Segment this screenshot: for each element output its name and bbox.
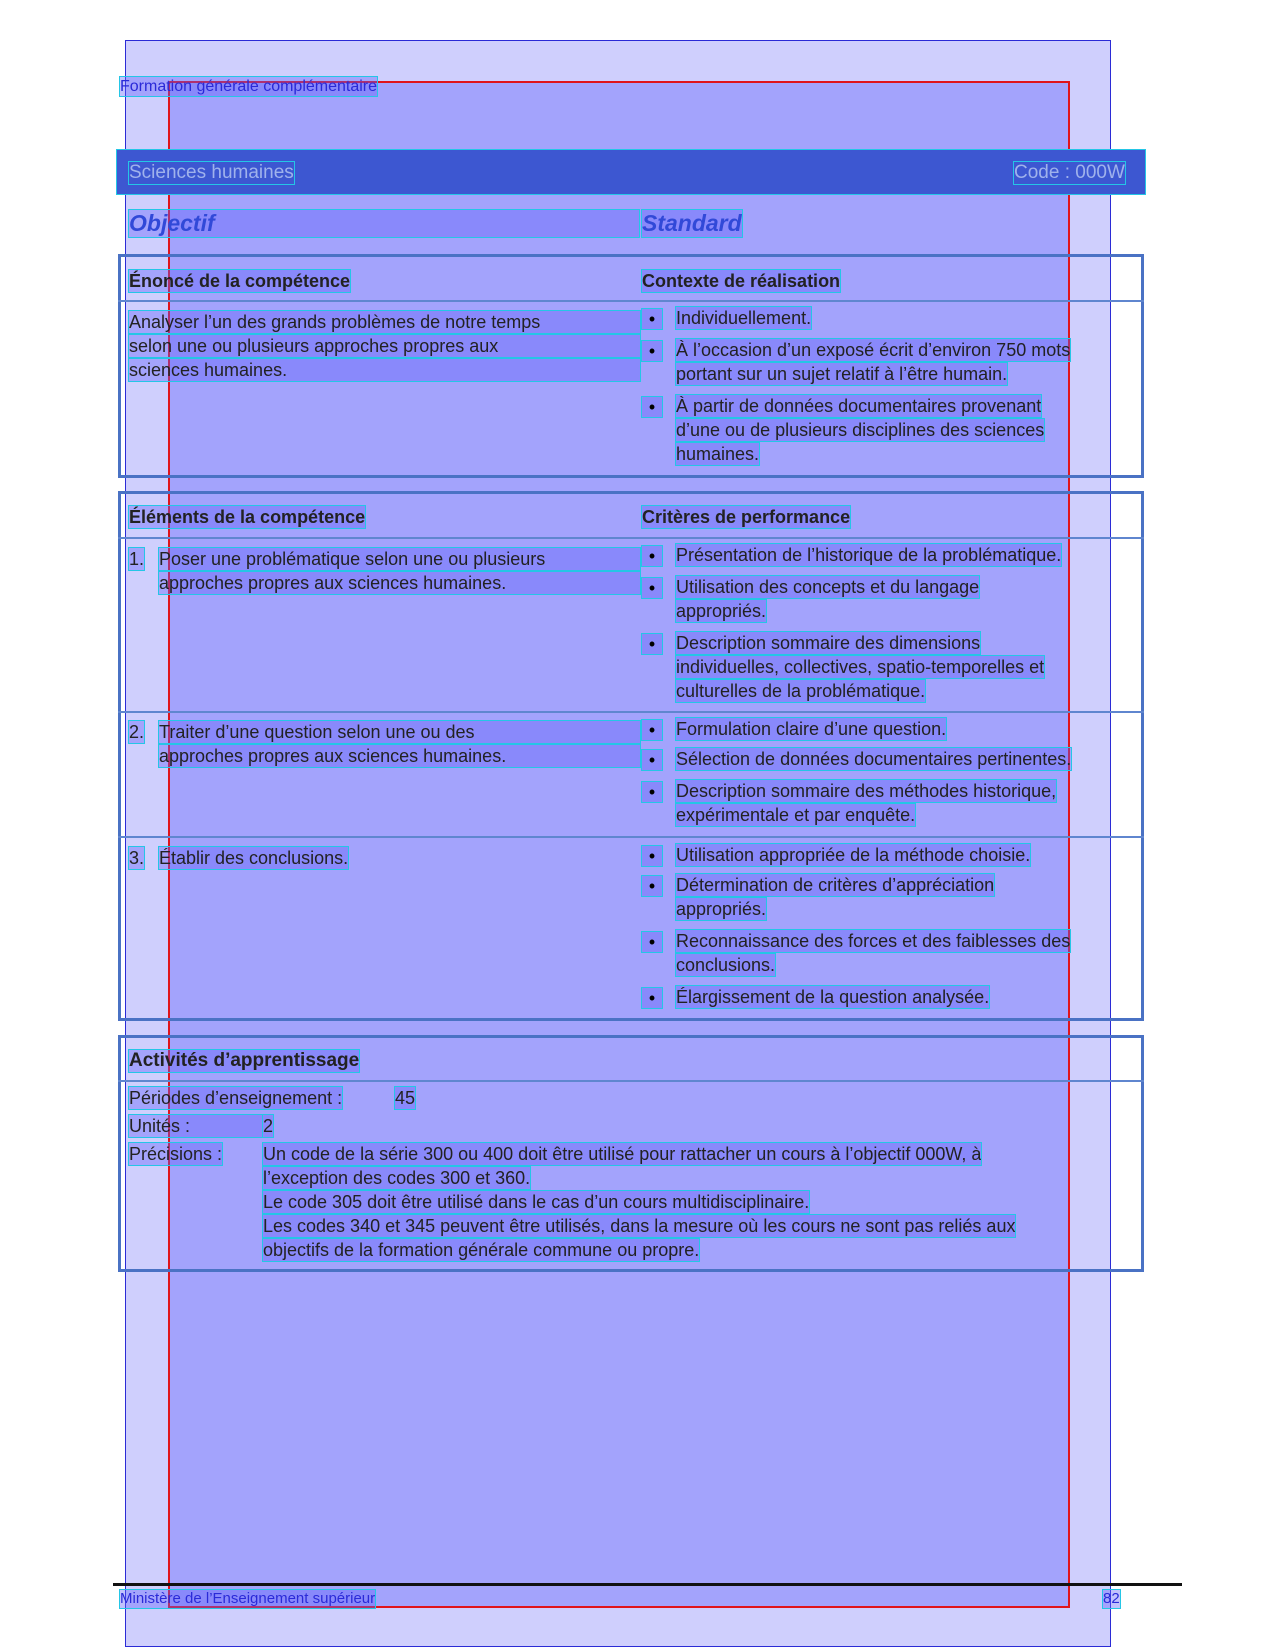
statement-heading: Énoncé de la compétence: [129, 271, 351, 291]
element-number: 3.: [129, 848, 145, 868]
bullet-icon: •: [642, 546, 662, 566]
statement-line: Analyser l’un des grands problèmes de notre temps: [129, 311, 640, 333]
activities-heading: Activités d’apprentissage: [129, 1050, 360, 1071]
bullet-icon: •: [642, 397, 662, 417]
criterion: Description sommaire des méthodes historique,: [676, 781, 1057, 801]
context-item: À l’occasion d’un exposé écrit d’environ 750 mots: [676, 340, 1071, 360]
criterion: Utilisation appropriée de la méthode choisie.: [676, 845, 1031, 865]
precisions-line: l’exception des codes 300 et 360.: [263, 1168, 531, 1188]
periods-label: Périodes d’enseignement :: [129, 1088, 343, 1108]
context-item: Individuellement.: [676, 308, 812, 328]
precisions-label: Précisions :: [129, 1144, 223, 1164]
program-title: Formation générale complémentaire: [120, 78, 378, 95]
context-item: À partir de données documentaires provenant: [676, 396, 1042, 416]
precisions-line: Un code de la série 300 ou 400 doit être utilisé pour rattacher un cours à l’objectif 000W, à: [263, 1144, 982, 1164]
criterion: Description sommaire des dimensions: [676, 633, 981, 653]
criterion: individuelles, collectives, spatio-temporelles et: [676, 657, 1045, 677]
bullet-icon: •: [642, 720, 662, 740]
precisions-line: Le code 305 doit être utilisé dans le cas d’un cours multidisciplinaire.: [263, 1192, 810, 1212]
standard-heading: Standard: [642, 210, 742, 236]
criteria-heading: Critères de performance: [642, 507, 851, 527]
criterion: expérimentale et par enquête.: [676, 805, 916, 825]
periods-value: 45: [395, 1088, 416, 1108]
context-item: humaines.: [676, 444, 760, 464]
context-item: portant sur un sujet relatif à l’être humain.: [676, 364, 1008, 384]
precisions-line: Les codes 340 et 345 peuvent être utilisés, dans la mesure où les cours ne sont pas reliés aux: [263, 1216, 1016, 1236]
bullet-icon: •: [642, 782, 662, 802]
element-text: Établir des conclusions.: [159, 848, 349, 868]
criterion: Élargissement de la question analysée.: [676, 987, 990, 1007]
context-heading: Contexte de réalisation: [642, 271, 841, 291]
footer-separator: [113, 1583, 1182, 1586]
precisions-line: objectifs de la formation générale commune ou propre.: [263, 1240, 700, 1260]
criterion: Détermination de critères d’appréciation: [676, 875, 995, 895]
course-code: Code : 000W: [1014, 162, 1125, 183]
bullet-icon: •: [642, 578, 662, 598]
element-text: approches propres aux sciences humaines.: [159, 745, 640, 767]
elements-row-divider: [118, 711, 1144, 713]
criterion: conclusions.: [676, 955, 776, 975]
criterion: appropriés.: [676, 899, 767, 919]
criterion: Présentation de l’historique de la problématique.: [676, 545, 1062, 565]
element-text: Poser une problématique selon une ou plusieurs: [159, 548, 640, 570]
bullet-icon: •: [642, 750, 662, 770]
units-label: Unités :: [129, 1115, 262, 1137]
objective-heading: Objectif: [129, 210, 639, 237]
footer-ministry: Ministère de l’Enseignement supérieur: [120, 1590, 376, 1607]
criterion: Reconnaissance des forces et des faiblesses des: [676, 931, 1071, 951]
criterion: Utilisation des concepts et du langage: [676, 577, 980, 597]
bullet-icon: •: [642, 341, 662, 361]
bullet-icon: •: [642, 876, 662, 896]
competency-header-divider: [118, 300, 1144, 302]
bullet-icon: •: [642, 988, 662, 1008]
criterion: Sélection de données documentaires pertinentes.: [676, 749, 1072, 769]
page-number: 82: [1103, 1590, 1120, 1607]
bullet-icon: •: [642, 846, 662, 866]
element-number: 2.: [129, 722, 145, 742]
criterion: culturelles de la problématique.: [676, 681, 926, 701]
elements-row-divider: [118, 836, 1144, 838]
statement-line: sciences humaines.: [129, 359, 640, 381]
bullet-icon: •: [642, 309, 662, 329]
elements-header-divider: [118, 537, 1144, 539]
activities-header-divider: [118, 1080, 1144, 1082]
criterion: Formulation claire d’une question.: [676, 719, 947, 739]
bullet-icon: •: [642, 634, 662, 654]
context-item: d’une ou de plusieurs disciplines des sciences: [676, 420, 1045, 440]
discipline-title: Sciences humaines: [129, 162, 294, 183]
statement-line: selon une ou plusieurs approches propres aux: [129, 335, 640, 357]
elements-heading: Éléments de la compétence: [129, 507, 366, 527]
units-value: 2: [263, 1116, 274, 1136]
element-number: 1.: [129, 549, 145, 569]
element-text: Traiter d’une question selon une ou des: [159, 721, 640, 743]
criterion: appropriés.: [676, 601, 767, 621]
bullet-icon: •: [642, 932, 662, 952]
element-text: approches propres aux sciences humaines.: [159, 572, 640, 594]
